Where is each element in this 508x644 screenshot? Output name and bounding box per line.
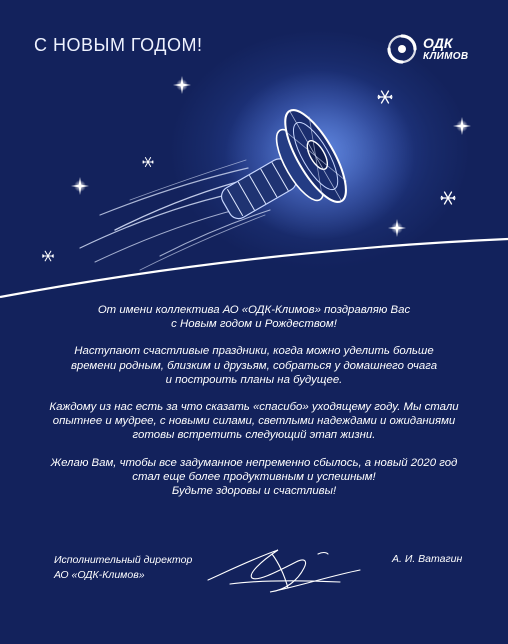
letter-line: с Новым годом и Рождеством! (171, 318, 337, 331)
signatory-name: А. И. Ватагин (392, 553, 463, 565)
letter-paragraph (30, 303, 478, 331)
letter-line: времени родным, близким и друзьям, собраться у домашнего очага (70, 359, 438, 372)
sparkle-icon (173, 76, 191, 94)
letter-paragraph (30, 400, 478, 443)
letter-line: Будьте здоровы и счастливы! (171, 485, 337, 498)
letter-line: Наступают счастливые праздники, когда можно уделить больше (74, 345, 434, 358)
snowflake-icon (143, 158, 154, 167)
signer-position (54, 553, 192, 583)
signature (200, 540, 370, 598)
letter-line: стал еще более продуктивным и успешным! (132, 470, 376, 483)
sparkle-icon (388, 219, 406, 237)
letter-line: готовы встретить следующий этап жизни. (132, 429, 376, 442)
signer-organization-line: АО «ОДК-Климов» (54, 569, 145, 581)
company-logo (386, 33, 486, 67)
jet-engine-illustration (80, 102, 357, 270)
odk-logo-icon (386, 33, 418, 65)
signer-position-line: Исполнительный директор (54, 554, 193, 566)
letter-line: опытнее и мудрее, с новыми силами, светлыми надеждами и ожиданиями (52, 415, 456, 428)
letter-line: Каждому из нас есть за что сказать «спасибо» уходящему году. Мы стали (49, 401, 459, 414)
letter-body (30, 303, 478, 511)
horizon-shade (0, 238, 508, 300)
sparkle-icon (453, 117, 471, 135)
letter-paragraph (30, 456, 478, 499)
snowflake-icon (441, 192, 455, 204)
logo-wordmark-top: ОДК (423, 35, 453, 51)
signature-block (0, 540, 508, 600)
greeting-title: С НОВЫМ ГОДОМ! (34, 35, 203, 55)
logo-wordmark-bottom: КЛИМОВ (423, 51, 469, 62)
snowflake-icon (42, 251, 53, 261)
sparkle-icon (71, 177, 89, 195)
letter-paragraph (30, 344, 478, 387)
letter-line: и построить планы на будущее. (165, 373, 343, 386)
letter-line: От имени коллектива АО «ОДК-Климов» поздравляю Вас (97, 304, 411, 316)
letter-line: Желаю Вам, чтобы все задуманное непременно сбылось, а новый 2020 год (50, 456, 458, 469)
